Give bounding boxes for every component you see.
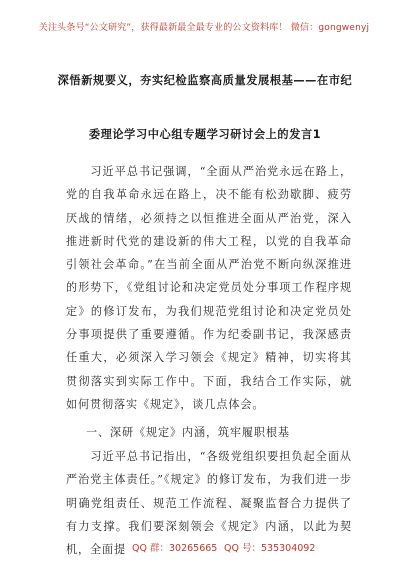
document-title-line-1: 深悟新规要义，夯实纪检监察高质量发展根基——在市纪 [57, 74, 353, 87]
body-paragraph-2: 习近平总书记指出，“各级党组织要担负起全面从严治党主体责任。”《规定》的修订发布，为我们进一步明确党组责任、规范工作流程、凝聚监督合力提供了有力支撑。我们要深刻领会《规定》内涵，以此为契机，全面提 [66, 450, 352, 557]
document-title-line-2: 委理论学习中心组专题学习研讨会上的发言1 [88, 128, 322, 141]
body-paragraph-1: 习近平总书记强调，“全面从严治党永远在路上，党的自我革命永远在路上，决不能有松劲歇脚、疲劳厌战的情绪，必须持之以恒推进全面从严治党，深入推进新时代党的建设新的伟大工程，以党的自我革命引领社会革命。”在当前全面从严治党不断向纵深推进的形势下，《党组讨论和决定党员处分事项工作程序规定》的修订发布，为我们规范党组讨论和决定党员处分事项提供了重要遵循。作为纪委副书记，我深感责任重大，必须深入学习领会《规定》精神，切实将其贯彻落实到实际工作中。下面，我结合工作实际，就如何贯彻落实《规定》，谈几点体会。 [66, 165, 352, 411]
footer-qq-number: QQ 号：535304092 [224, 543, 316, 554]
header-note: 关注头条号“公文研究”，获得最新最全最专业的公文资料库！ 微信：gongwenyj [38, 23, 370, 33]
section-heading: 一、深研《规定》内涵，筑牢履职根基 [86, 426, 290, 439]
footer-qq-group: QQ 群：30265665 [132, 543, 218, 554]
body-paragraph-1-container [66, 160, 352, 416]
